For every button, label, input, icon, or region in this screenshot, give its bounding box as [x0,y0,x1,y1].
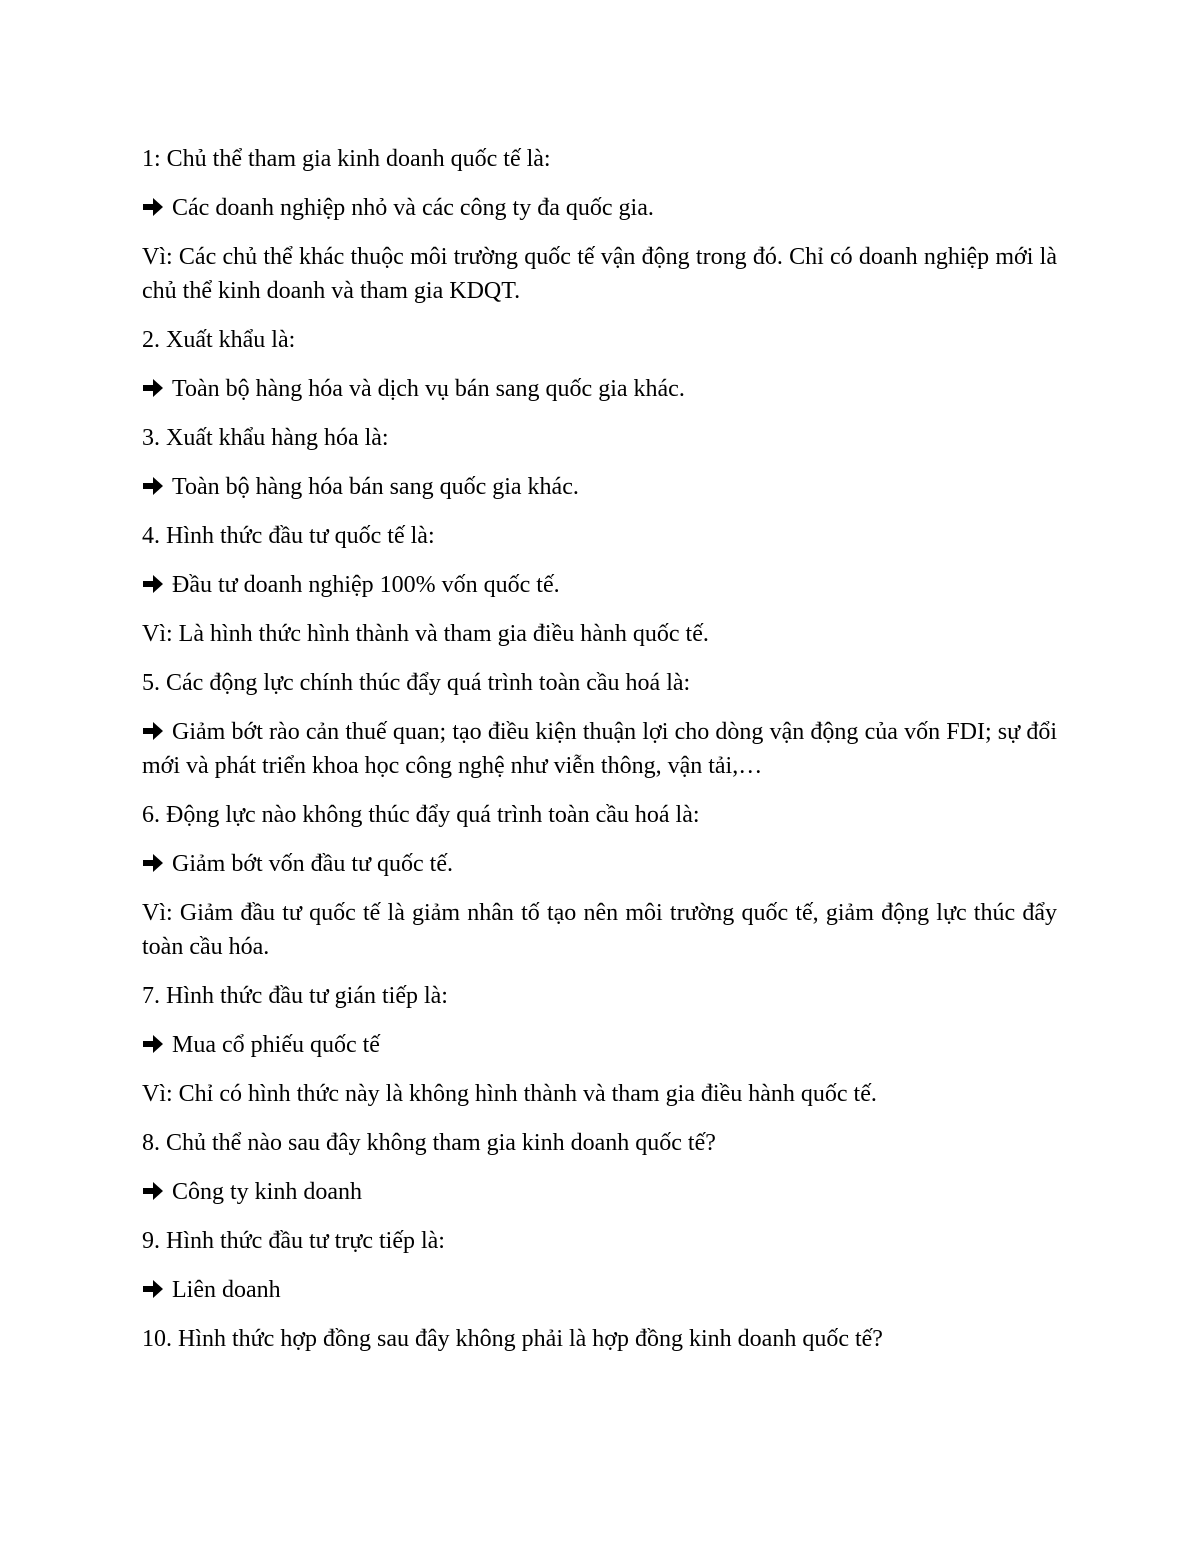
answer-text [142,1028,1057,1062]
right-arrow-icon [142,574,164,594]
answer-text [142,372,1057,406]
right-arrow-icon [142,1181,164,1201]
paragraph-content: Các doanh nghiệp nhỏ và các công ty đa quốc gia. [172,195,654,221]
answer-text [142,847,1057,881]
question-text [142,421,1057,455]
paragraph-content: 6. Động lực nào không thúc đẩy quá trình toàn cầu hoá là: [142,802,700,828]
question-text [142,1126,1057,1160]
answer-text [142,1273,1057,1307]
paragraph-content: Vì: Chỉ có hình thức này là không hình thành và tham gia điều hành quốc tế. [142,1081,877,1107]
answer-text [142,191,1057,225]
question-text [142,798,1057,832]
question-text [142,323,1057,357]
paragraph-content: Toàn bộ hàng hóa bán sang quốc gia khác. [172,474,579,500]
right-arrow-icon [142,378,164,398]
answer-text [142,715,1057,783]
right-arrow-icon [142,476,164,496]
paragraph-content: 8. Chủ thể nào sau đây không tham gia kinh doanh quốc tế? [142,1130,716,1156]
paragraph-content: 1: Chủ thể tham gia kinh doanh quốc tế là: [142,146,551,172]
explanation-text [142,896,1057,964]
paragraph-content: Vì: Là hình thức hình thành và tham gia điều hành quốc tế. [142,621,709,647]
question-text [142,979,1057,1013]
paragraph-content: Đầu tư doanh nghiệp 100% vốn quốc tế. [172,572,560,598]
question-text [142,142,1057,176]
paragraph-content: 3. Xuất khẩu hàng hóa là: [142,425,389,451]
paragraph-content: Toàn bộ hàng hóa và dịch vụ bán sang quốc gia khác. [172,376,685,402]
answer-text [142,470,1057,504]
paragraph-content: 10. Hình thức hợp đồng sau đây không phải là hợp đồng kinh doanh quốc tế? [142,1326,883,1352]
paragraph-content: 7. Hình thức đầu tư gián tiếp là: [142,983,448,1009]
right-arrow-icon [142,1034,164,1054]
question-text [142,666,1057,700]
paragraph-content: 5. Các động lực chính thúc đẩy quá trình toàn cầu hoá là: [142,670,691,696]
right-arrow-icon [142,197,164,217]
right-arrow-icon [142,721,164,741]
question-text [142,1224,1057,1258]
right-arrow-icon [142,853,164,873]
answer-text [142,1175,1057,1209]
answer-text [142,568,1057,602]
explanation-text [142,240,1057,308]
paragraph-content: Giảm bớt vốn đầu tư quốc tế. [172,851,453,877]
question-text [142,1322,1057,1356]
paragraph-content: 4. Hình thức đầu tư quốc tế là: [142,523,435,549]
paragraph-content: Mua cổ phiếu quốc tế [172,1032,380,1058]
paragraph-content: Vì: Các chủ thể khác thuộc môi trường quốc tế vận động trong đó. Chỉ có doanh nghiệp mới là chủ thể kinh doanh và tham gia KDQT. [142,244,1057,304]
explanation-text [142,1077,1057,1111]
right-arrow-icon [142,1279,164,1299]
paragraph-content: Liên doanh [172,1277,281,1303]
paragraph-content: 9. Hình thức đầu tư trực tiếp là: [142,1228,445,1254]
document-page [142,142,1057,1371]
question-text [142,519,1057,553]
paragraph-content: Công ty kinh doanh [172,1179,362,1205]
paragraph-content: Vì: Giảm đầu tư quốc tế là giảm nhân tố tạo nên môi trường quốc tế, giảm động lực thúc đẩy toàn cầu hóa. [142,900,1057,960]
explanation-text [142,617,1057,651]
paragraph-content: 2. Xuất khẩu là: [142,327,296,353]
paragraph-content: Giảm bớt rào cản thuế quan; tạo điều kiện thuận lợi cho dòng vận động của vốn FDI; sự đổi mới và phát triển khoa học công nghệ như viễn thông, vận tải,… [142,719,1057,779]
